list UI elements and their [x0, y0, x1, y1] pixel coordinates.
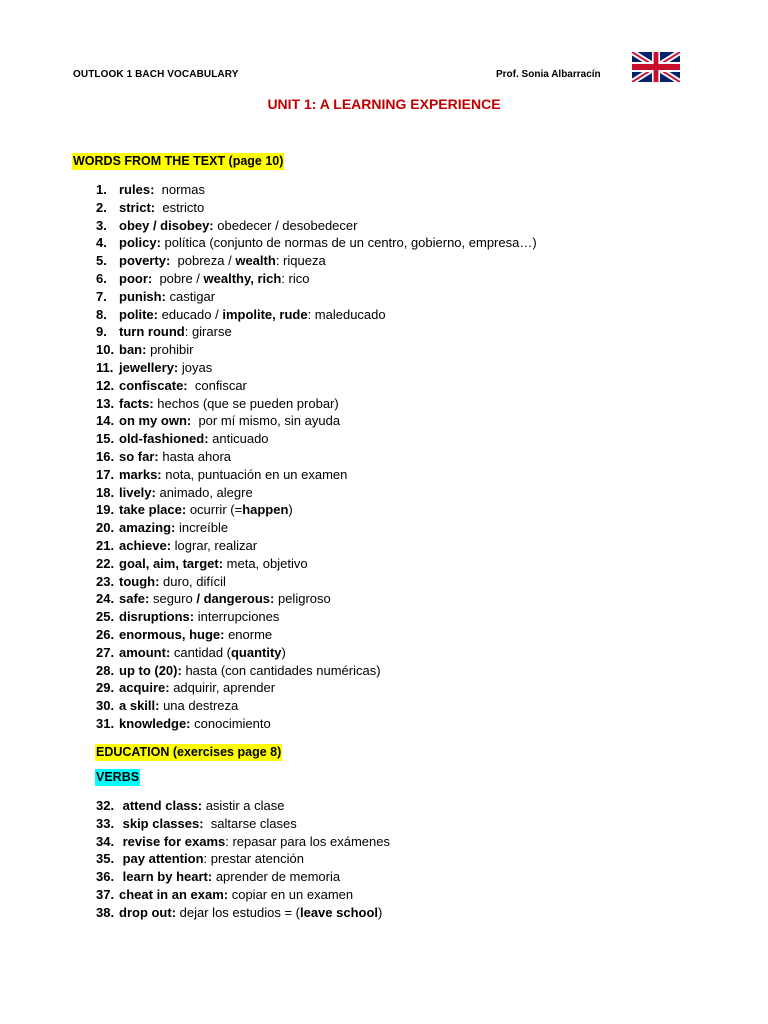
term: drop out: — [119, 904, 177, 920]
translation: : girarse — [184, 324, 232, 340]
vocab-item — [96, 341, 537, 359]
translation: una destreza — [159, 698, 239, 714]
translation: por mí mismo, sin ayuda — [191, 413, 341, 429]
vocab-item — [96, 797, 390, 815]
vocab-item — [96, 234, 537, 252]
item-number: 26. — [96, 626, 115, 642]
vocab-item — [96, 626, 537, 644]
translation: aprender de memoria — [212, 869, 341, 885]
vocab-item — [96, 412, 537, 430]
term: poor: — [119, 270, 153, 286]
term: achieve: — [119, 537, 172, 553]
translation: obedecer / desobedecer — [213, 217, 358, 233]
item-number: 19. — [96, 502, 115, 518]
item-number: 29. — [96, 680, 115, 696]
term: obey / disobey: — [119, 217, 214, 233]
vocab-item — [96, 466, 537, 484]
term: lively: — [119, 484, 156, 500]
translation: conocimiento — [190, 715, 271, 731]
item-number: 1. — [96, 182, 107, 197]
vocab-item — [96, 679, 537, 697]
vocab-item — [96, 181, 537, 199]
item-number: 28. — [96, 662, 115, 678]
item-number: 8. — [96, 306, 107, 322]
item-number: 10. — [96, 342, 115, 358]
item-number: 16. — [96, 448, 115, 464]
vocab-item — [96, 395, 537, 413]
translation: pobreza / — [170, 253, 236, 269]
translation: : repasar para los exámenes — [225, 833, 390, 849]
term: punish: — [119, 288, 166, 304]
vocab-item — [96, 537, 537, 555]
translation: hechos (que se pueden probar) — [153, 395, 339, 411]
translation: normas — [154, 182, 205, 197]
term: skip classes: — [119, 815, 204, 831]
item-number: 24. — [96, 591, 115, 607]
vocab-item — [96, 904, 390, 922]
term: wealth — [235, 253, 276, 269]
translation: duro, difícil — [159, 573, 226, 589]
term: so far: — [119, 448, 159, 464]
item-number: 20. — [96, 520, 115, 536]
item-number: 14. — [96, 413, 115, 429]
term: take place: — [119, 502, 187, 518]
item-number: 35. — [96, 851, 115, 867]
translation: : riqueza — [275, 253, 326, 269]
vocab-item — [96, 715, 537, 733]
vocab-item — [96, 359, 537, 377]
translation: prohibir — [146, 342, 194, 358]
item-number: 25. — [96, 609, 115, 625]
translation: seguro — [149, 591, 197, 607]
vocab-item — [96, 590, 537, 608]
term: confiscate: — [119, 377, 188, 393]
item-number: 23. — [96, 573, 115, 589]
vocab-item — [96, 252, 537, 270]
vocab-item — [96, 886, 390, 904]
term: old-fashioned: — [119, 431, 209, 447]
translation: joyas — [178, 359, 213, 375]
translation: asistir a clase — [202, 798, 285, 813]
item-number: 36. — [96, 869, 115, 885]
term: leave school — [299, 904, 379, 920]
term: attend class: — [119, 798, 203, 813]
verbs-list — [96, 797, 390, 922]
translation: enorme — [224, 626, 273, 642]
translation: cantidad ( — [170, 644, 231, 660]
vocab-item — [96, 323, 537, 341]
course-title: OUTLOOK 1 BACH VOCABULARY — [73, 69, 239, 80]
term: quantity — [230, 644, 282, 660]
vocab-item — [96, 697, 537, 715]
item-number: 37. — [96, 886, 115, 902]
vocab-item — [96, 484, 537, 502]
translation: ) — [288, 502, 293, 518]
item-number: 38. — [96, 904, 115, 920]
vocab-item — [96, 288, 537, 306]
item-number: 21. — [96, 537, 115, 553]
item-number: 18. — [96, 484, 115, 500]
vocab-item — [96, 306, 537, 324]
vocab-item — [96, 217, 537, 235]
translation: animado, alegre — [155, 484, 253, 500]
item-number: 30. — [96, 698, 115, 714]
vocab-item — [96, 501, 537, 519]
item-number: 22. — [96, 555, 115, 571]
term: facts: — [119, 395, 154, 411]
vocab-item — [96, 662, 537, 680]
term: wealthy, rich — [203, 270, 282, 286]
term: pay attention — [119, 851, 204, 867]
translation: ) — [281, 644, 286, 660]
item-number: 34. — [96, 833, 115, 849]
translation: pobre / — [152, 270, 204, 286]
term: a skill: — [119, 698, 160, 714]
item-number: 4. — [96, 235, 107, 251]
term: poverty: — [119, 253, 171, 269]
item-number: 32. — [96, 798, 115, 813]
translation: nota, puntuación en un examen — [161, 466, 348, 482]
vocab-item — [96, 430, 537, 448]
translation: saltarse clases — [203, 815, 297, 831]
item-number: 12. — [96, 377, 115, 393]
vocab-item — [96, 270, 537, 288]
uk-flag-icon — [632, 52, 680, 82]
term: enormous, huge: — [119, 626, 225, 642]
item-number: 2. — [96, 199, 107, 215]
words-section-heading: WORDS FROM THE TEXT (page 10) — [73, 154, 284, 168]
translation: ocurrir (= — [186, 502, 243, 518]
vocab-item — [96, 815, 390, 833]
term: learn by heart: — [119, 869, 213, 885]
verbs-section-heading: VERBS — [96, 770, 140, 784]
translation: interrupciones — [194, 609, 280, 625]
term: policy: — [119, 235, 161, 251]
item-number: 11. — [96, 359, 114, 375]
translation: increíble — [175, 520, 229, 536]
translation: copiar en un examen — [228, 886, 354, 902]
item-number: 9. — [96, 324, 107, 340]
term: polite: — [119, 306, 158, 322]
translation: política (conjunto de normas de un centro, gobierno, empresa…) — [160, 235, 537, 251]
vocab-item — [96, 199, 537, 217]
term: ban: — [119, 342, 147, 358]
vocab-item — [96, 555, 537, 573]
translation: anticuado — [208, 431, 269, 447]
education-section-heading: EDUCATION (exercises page 8) — [96, 745, 282, 759]
term: disruptions: — [119, 609, 195, 625]
term: turn round — [119, 324, 185, 340]
item-number: 33. — [96, 815, 115, 831]
vocab-item — [96, 644, 537, 662]
vocab-item — [96, 448, 537, 466]
item-number: 5. — [96, 253, 107, 269]
translation: peligroso — [274, 591, 331, 607]
translation: adquirir, aprender — [169, 680, 276, 696]
translation: lograr, realizar — [171, 537, 258, 553]
vocab-item — [96, 833, 390, 851]
term: amount: — [119, 644, 171, 660]
item-number: 6. — [96, 270, 107, 286]
term: strict: — [119, 199, 156, 215]
term: on my own: — [119, 413, 192, 429]
translation: hasta ahora — [158, 448, 232, 464]
term: up to (20): — [119, 662, 182, 678]
vocab-item — [96, 850, 390, 868]
term: rules: — [119, 182, 155, 197]
translation: : rico — [281, 270, 310, 286]
item-number: 3. — [96, 217, 107, 233]
term: tough: — [119, 573, 160, 589]
item-number: 27. — [96, 644, 115, 660]
translation: dejar los estudios = ( — [176, 904, 300, 920]
term: impolite, rude — [222, 306, 308, 322]
item-number: 17. — [96, 466, 115, 482]
vocab-item — [96, 519, 537, 537]
vocab-item — [96, 573, 537, 591]
words-list — [96, 181, 537, 733]
term: amazing: — [119, 520, 176, 536]
translation: educado / — [158, 306, 223, 322]
translation: : maleducado — [307, 306, 386, 322]
term: marks: — [119, 466, 162, 482]
term: safe: — [119, 591, 150, 607]
term: cheat in an exam: — [119, 886, 229, 902]
unit-title: UNIT 1: A LEARNING EXPERIENCE — [267, 96, 501, 112]
term: / dangerous: — [196, 591, 275, 607]
vocab-item — [96, 377, 537, 395]
translation: : prestar atención — [203, 851, 304, 867]
translation: castigar — [165, 288, 216, 304]
item-number: 31. — [96, 715, 115, 731]
term: revise for exams — [119, 833, 226, 849]
vocab-item — [96, 868, 390, 886]
translation: confiscar — [187, 377, 247, 393]
vocab-item — [96, 608, 537, 626]
translation: hasta (con cantidades numéricas) — [181, 662, 381, 678]
item-number: 13. — [96, 395, 115, 411]
term: goal, aim, target: — [119, 555, 224, 571]
item-number: 15. — [96, 431, 115, 447]
teacher-name: Prof. Sonia Albarracín — [496, 69, 601, 80]
item-number: 7. — [96, 288, 107, 304]
term: jewellery: — [119, 359, 179, 375]
term: knowledge: — [119, 715, 191, 731]
term: happen — [242, 502, 289, 518]
term: acquire: — [119, 680, 170, 696]
translation: ) — [378, 904, 383, 920]
translation: estricto — [155, 199, 205, 215]
translation: meta, objetivo — [223, 555, 308, 571]
